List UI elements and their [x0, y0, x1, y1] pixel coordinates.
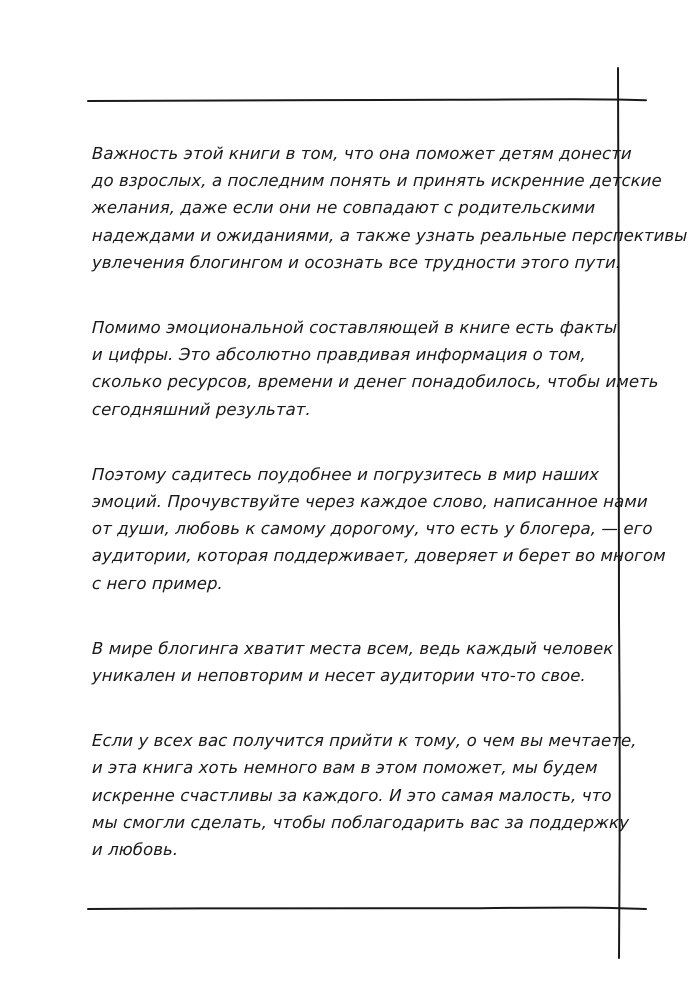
paragraph-3 [91, 461, 667, 597]
text-line: уникален и неповторим и несет аудитории что-то свое. [91, 666, 587, 686]
text-line: до взрослых, а последним понять и принять искренние детские [91, 171, 663, 191]
page-text [91, 140, 688, 901]
text-line: В мире блогинга хватит места всем, ведь каждый человек [91, 638, 614, 658]
paragraph-5 [91, 727, 637, 863]
text-line: увлечения блогингом и осознать все трудности этого пути. [91, 252, 622, 272]
text-line: от души, любовь к самому дорогому, что есть у блогера, — его [91, 519, 653, 539]
text-line: с него пример. [91, 573, 224, 593]
text-line: эмоций. Прочувствуйте через каждое слово, написанное нами [91, 492, 649, 512]
paragraph-1 [91, 140, 688, 276]
text-line: сколько ресурсов, времени и денег понадобилось, чтобы иметь [91, 372, 660, 392]
paragraph-2 [91, 314, 660, 423]
text-line: мы смогли сделать, чтобы поблагодарить вас за поддержку [91, 812, 630, 832]
text-line: и эта книга хоть немного вам в этом поможет, мы будем [91, 758, 599, 778]
text-line: Поэтому садитесь поудобнее и погрузитесь в мир наших [91, 464, 600, 484]
text-line: и любовь. [91, 840, 179, 860]
top-border-line [88, 99, 646, 101]
text-line: Если у всех вас получится прийти к тому, о чем вы мечтаете, [91, 731, 637, 751]
text-line: Помимо эмоциональной составляющей в книге есть факты [91, 318, 618, 338]
text-line: искренне счастливы за каждого. И это самая малость, что [91, 785, 612, 805]
paragraph-4 [91, 635, 614, 689]
bottom-border-line [88, 908, 646, 909]
text-line: надеждами и ожиданиями, а также узнать реальные перспективы [91, 225, 688, 245]
text-line: и цифры. Это абсолютно правдивая информация о том, [91, 345, 587, 365]
text-line: сегодняшний результат. [91, 399, 312, 419]
text-line: Важность этой книги в том, что она поможет детям донести [91, 144, 633, 163]
text-line: желания, даже если они не совпадают с родительскими [91, 198, 596, 218]
text-line: аудитории, которая поддерживает, доверяет и берет во многом [91, 546, 667, 566]
